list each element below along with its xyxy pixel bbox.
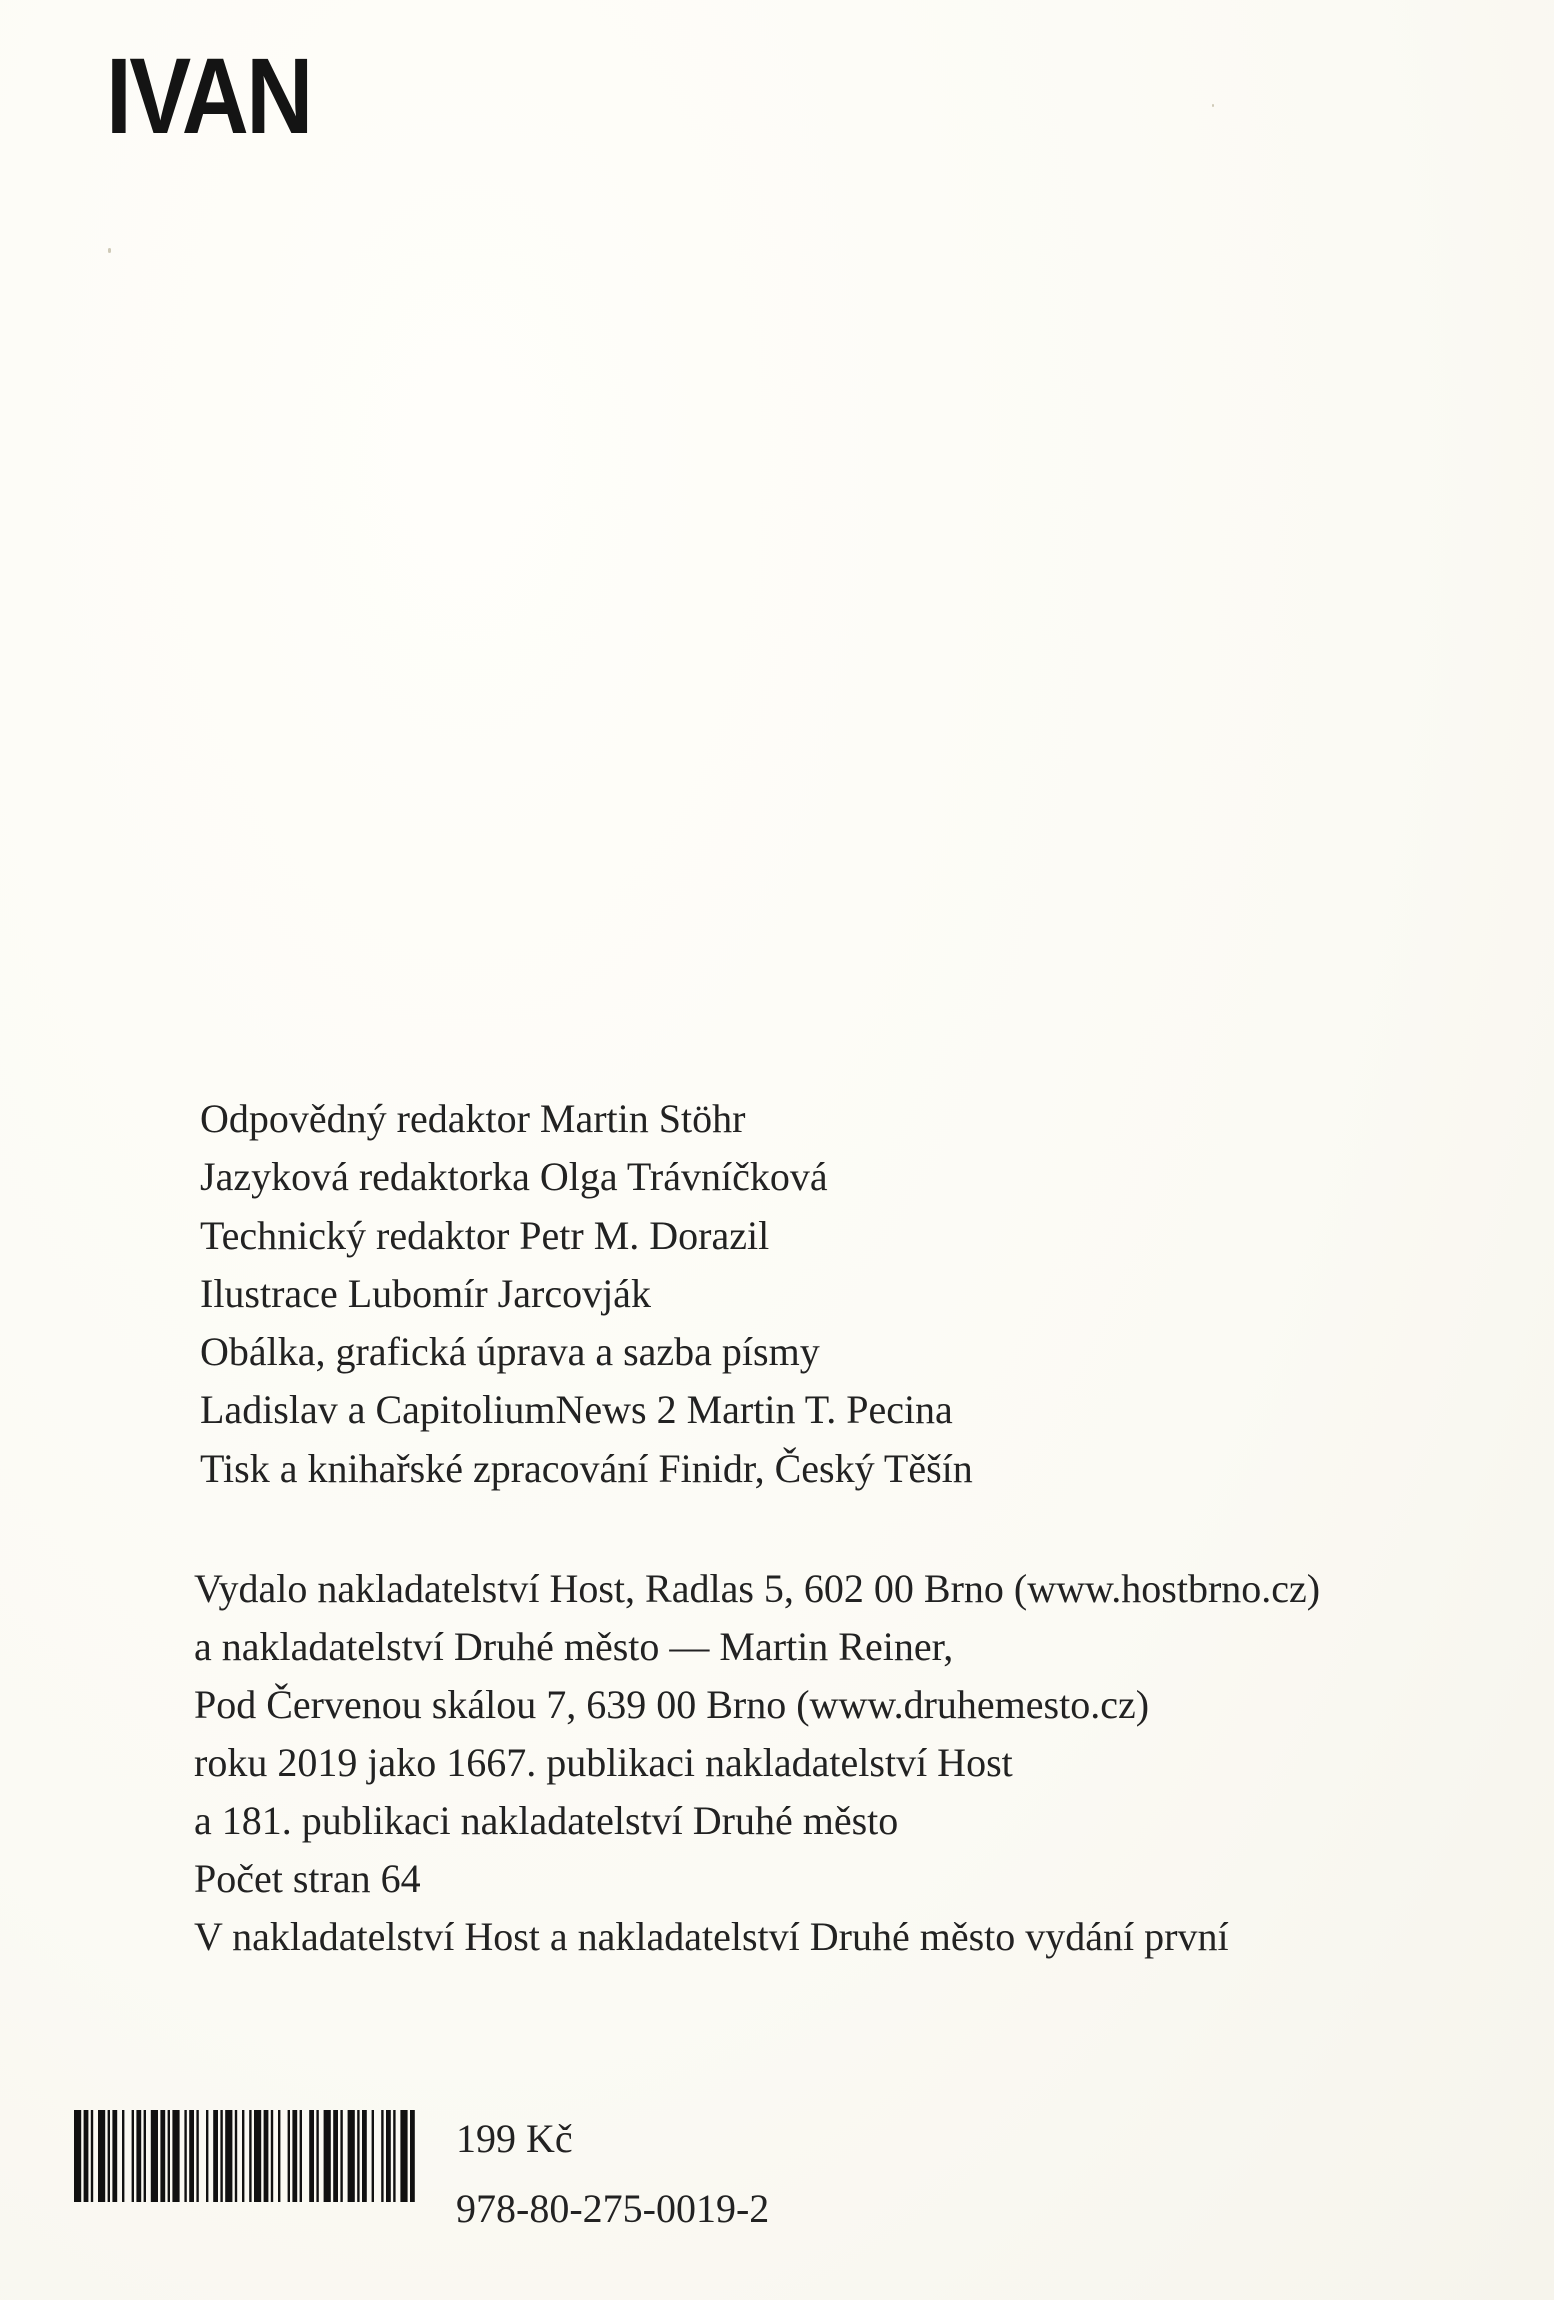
- barcode-bar: [381, 2110, 383, 2202]
- imprint-edition: V nakladatelství Host a nakladatelství Druhé město vydání první: [194, 1914, 1229, 1959]
- price-isbn-block: [456, 2104, 769, 2244]
- imprint-page-count: Počet stran 64: [194, 1856, 421, 1901]
- credit-language-editor: Jazyková redaktorka Olga Trávníčková: [200, 1154, 828, 1200]
- barcode-bar: [264, 2110, 269, 2202]
- barcode-bar: [189, 2110, 194, 2202]
- barcode-bar: [333, 2110, 338, 2202]
- barcode-bar: [206, 2110, 208, 2202]
- barcode-bar: [172, 2110, 179, 2202]
- credit-editor: Odpovědný redaktor Martin Stöhr: [200, 1096, 746, 1141]
- barcode-bar: [278, 2110, 280, 2202]
- book-title: IVAN: [106, 35, 311, 156]
- barcode-bar: [84, 2110, 89, 2202]
- barcode-bar: [220, 2110, 222, 2202]
- barcode-bar: [372, 2110, 374, 2202]
- barcode-bar: [225, 2110, 232, 2202]
- barcode-bar: [184, 2110, 186, 2202]
- credit-cover-design: Obálka, grafická úprava a sazba písmy: [200, 1329, 820, 1375]
- barcode-bar: [309, 2110, 314, 2202]
- credit-typefaces: Ladislav a CapitoliumNews 2 Martin T. Pecina: [200, 1387, 953, 1433]
- imprint-line: roku 2019 jako 1667. publikaci nakladatelství Host: [194, 1740, 1013, 1785]
- barcode-bar: [357, 2110, 359, 2202]
- paper-speck: [1212, 104, 1214, 107]
- imprint-line: Pod Červenou skálou 7, 639 00 Brno (www.druhemesto.cz): [194, 1682, 1150, 1727]
- barcode-bar: [316, 2110, 318, 2202]
- barcode-bar: [393, 2110, 395, 2202]
- imprint-line: a 181. publikaci nakladatelství Druhé město: [194, 1798, 899, 1843]
- barcode-bar: [196, 2110, 198, 2202]
- credit-illustration: Ilustrace Lubomír Jarcovják: [200, 1270, 651, 1316]
- barcode-bar: [168, 2110, 170, 2202]
- barcode-bar: [340, 2110, 342, 2202]
- barcode-bar: [300, 2110, 302, 2202]
- imprint-list: [194, 1560, 1320, 1966]
- barcode-bar: [235, 2110, 237, 2202]
- barcode-bar: [348, 2110, 355, 2202]
- barcode-bar: [362, 2110, 367, 2202]
- barcode-bar: [91, 2110, 93, 2202]
- barcode-bar: [132, 2110, 134, 2202]
- barcode-bar: [324, 2110, 331, 2202]
- barcode-bar: [74, 2110, 81, 2202]
- barcode-bar: [136, 2110, 141, 2202]
- credits-list: [200, 1090, 973, 1498]
- isbn: 978-80-275-0019-2: [456, 2186, 770, 2231]
- barcode-bar: [108, 2110, 110, 2202]
- barcode-bar: [386, 2110, 391, 2202]
- barcode-bar: [242, 2110, 244, 2202]
- barcode-bar: [213, 2110, 218, 2202]
- barcode-bar: [122, 2110, 124, 2202]
- barcode-bar: [288, 2110, 290, 2202]
- barcode-bar: [400, 2110, 407, 2202]
- price: 199 Kč: [456, 2116, 573, 2161]
- barcode-bar: [160, 2110, 165, 2202]
- barcode-bar: [410, 2110, 415, 2202]
- credit-technical-editor: Technický redaktor Petr M. Dorazil: [200, 1212, 770, 1258]
- barcode-bar: [271, 2110, 273, 2202]
- barcode-bar: [112, 2110, 117, 2202]
- barcode-bar: [98, 2110, 105, 2202]
- imprint-line: Vydalo nakladatelství Host, Radlas 5, 602 00 Brno (www.hostbrno.cz): [194, 1566, 1321, 1611]
- barcode-bar: [254, 2110, 261, 2202]
- barcode-bar: [151, 2110, 158, 2202]
- barcode-bar: [144, 2110, 146, 2202]
- paper-speck: [108, 248, 111, 253]
- barcode-bar: [249, 2110, 251, 2202]
- imprint-line: a nakladatelství Druhé město — Martin Reiner,: [194, 1624, 954, 1669]
- barcode-icon: [74, 2110, 416, 2202]
- barcode-bar: [292, 2110, 297, 2202]
- credit-printing: Tisk a knihařské zpracování Finidr, Český Těšín: [200, 1445, 973, 1491]
